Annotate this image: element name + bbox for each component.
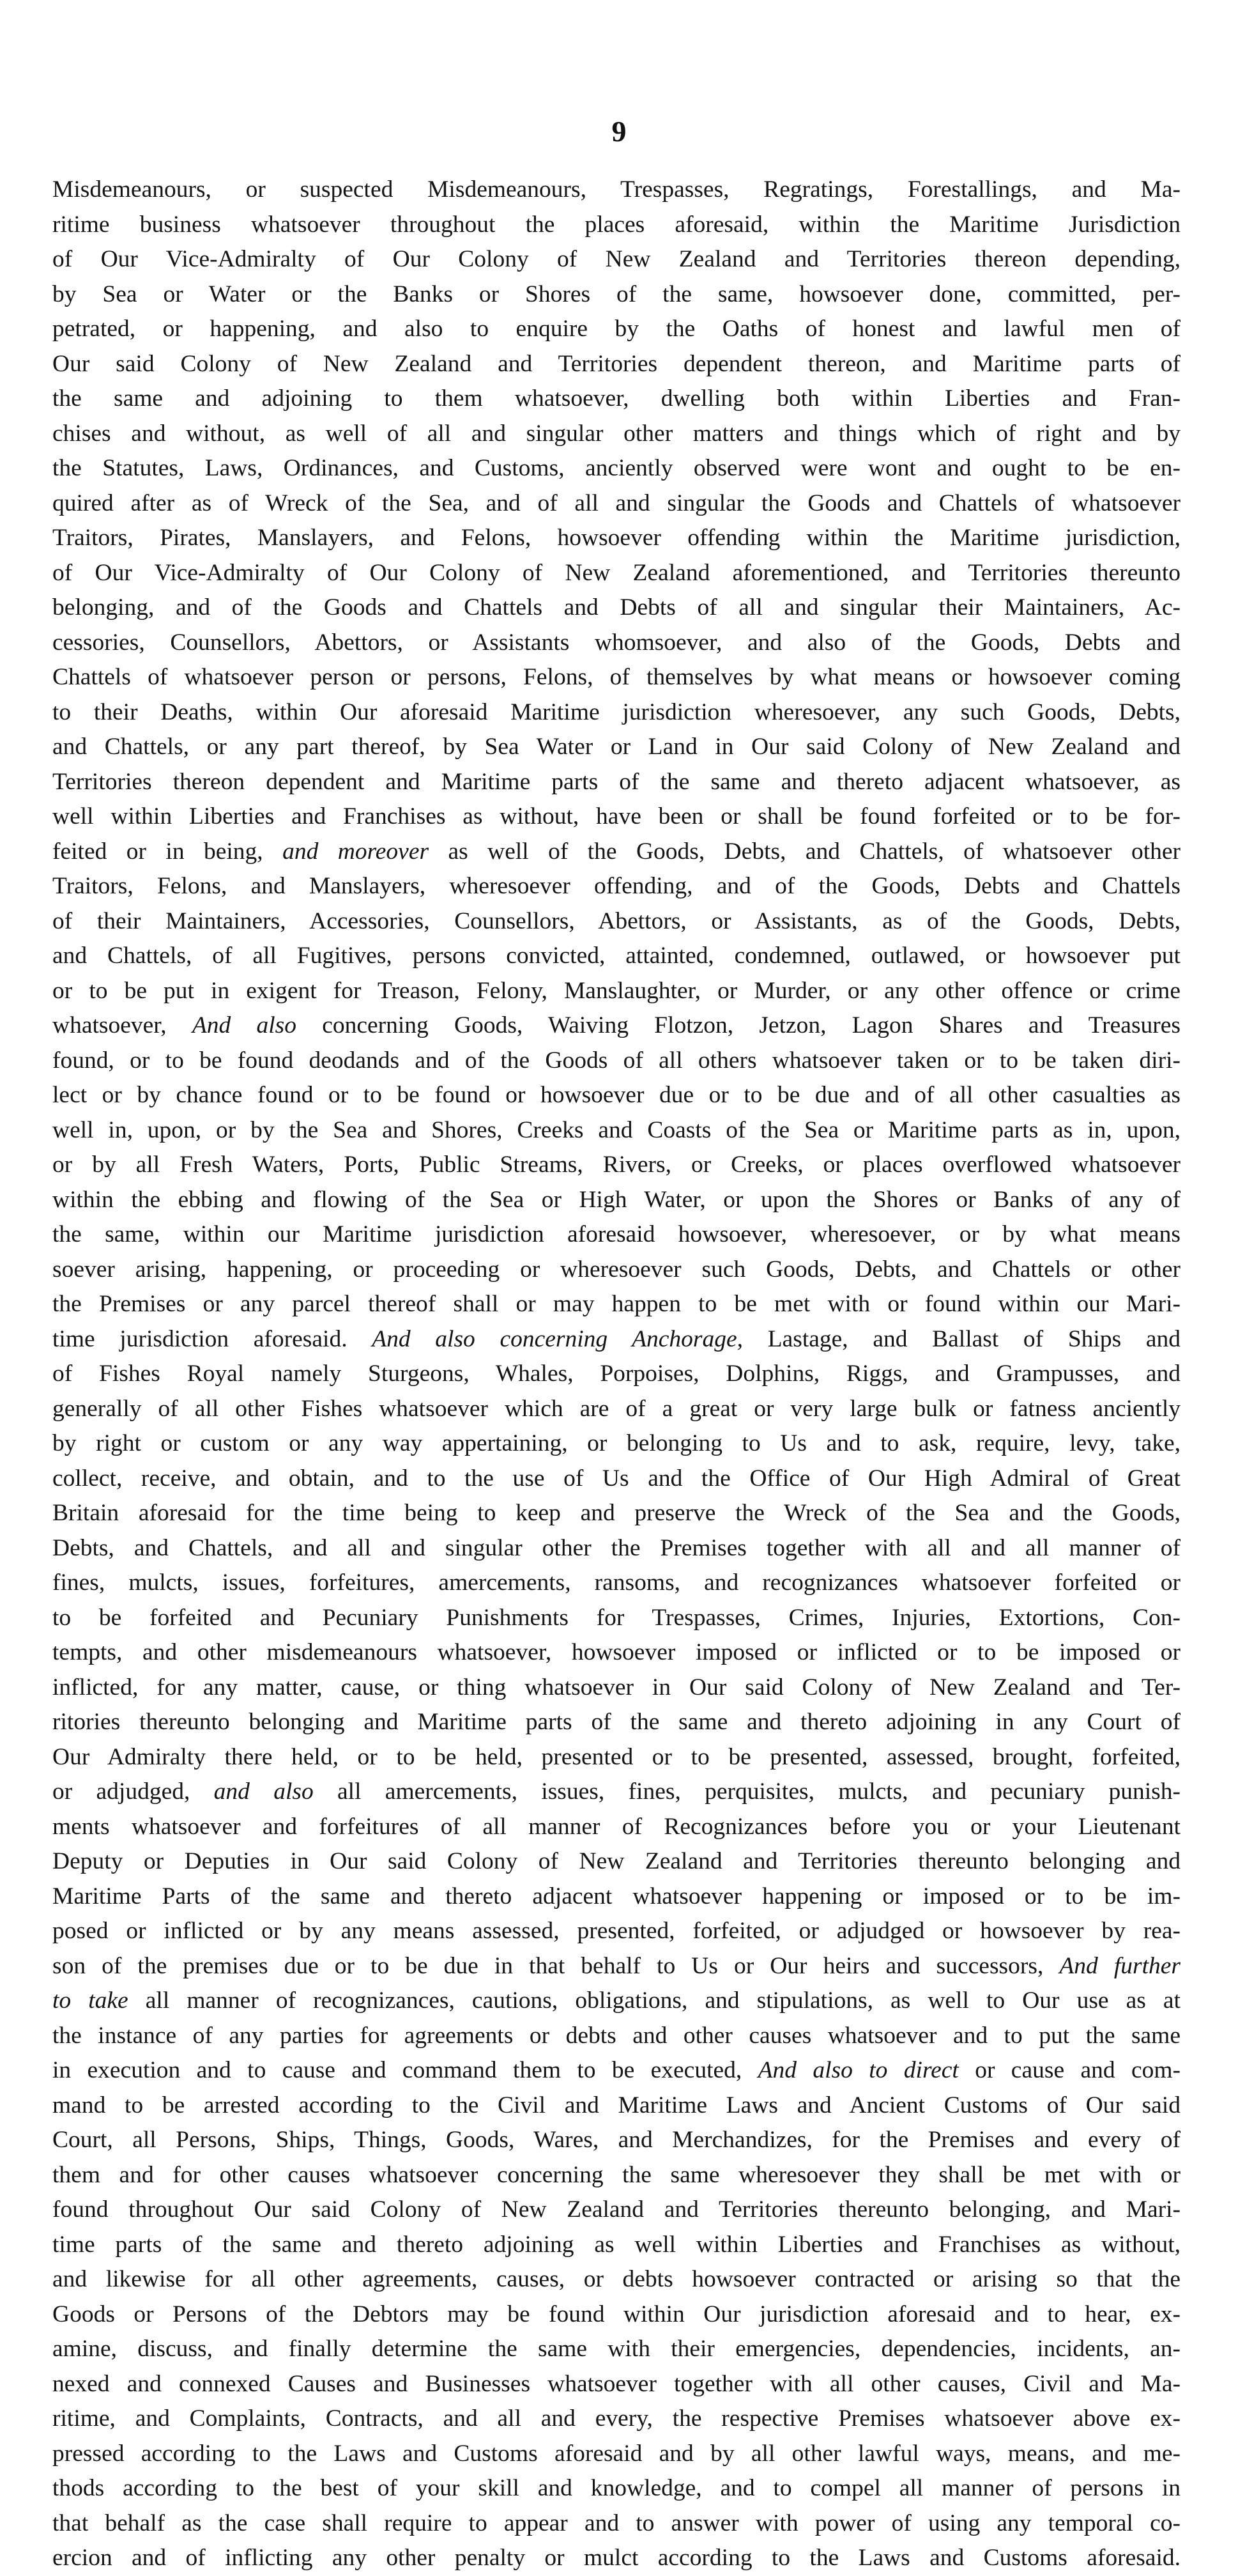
text-line [52,2088,1181,2124]
text-line [52,730,1181,765]
text-line [52,939,1181,974]
text-segment: posed or inflicted or by any means assessed, presented, forfeited, or adjudged or howsoever by rea- [52,1918,1181,1944]
text-segment: Britain aforesaid for the time being to keep and preserve the Wreck of the Sea and the Goods, [52,1500,1181,1526]
text-line [52,2297,1181,2333]
text-segment: all amercements, issues, fines, perquisites, mulcts, and pecuniary punish- [313,1778,1181,1805]
text-segment: generally of all other Fishes whatsoever which are of a great or very large bulk or fatness anciently [52,1395,1181,1422]
text-segment: or to be put in exigent for Treason, Felony, Manslaughter, or Murder, or any other offence or crime [52,977,1181,1004]
text-line [52,1462,1181,1497]
text-segment: lect or by chance found or to be found or howsoever due or to be due and of all other casualties as [52,1082,1181,1108]
text-line [52,521,1181,556]
text-line [52,1078,1181,1113]
text-line [52,242,1181,277]
text-segment: whatsoever, [52,1012,192,1038]
text-line [52,626,1181,661]
text-segment: Lastage, and Ballast of Ships and [743,1325,1181,1352]
text-segment: chises and without, as well of all and singular other matters and things which of right and by [52,420,1181,447]
text-segment: Chattels of whatsoever person or persons, Felons, of themselves by what means or howsoever coming [52,664,1181,690]
text-segment: of their Maintainers, Accessories, Counsellors, Abettors, or Assistants, as of the Goods, Debts, [52,907,1181,934]
text-line [52,1044,1181,1079]
text-line [52,695,1181,730]
text-segment: ritories thereunto belonging and Maritime parts of the same and thereto adjoining in any Court of [52,1709,1181,1735]
text-segment: within the ebbing and flowing of the Sea or High Water, or upon the Shores or Banks of any of [52,1186,1181,1213]
text-line [52,277,1181,312]
page-number: 9 [611,115,627,148]
text-segment: as well of the Goods, Debts, and Chattels, of whatsoever other [429,838,1181,865]
text-segment: of Our Vice-Admiralty of Our Colony of New Zealand aforementioned, and Territories thereunto [52,559,1181,586]
text-segment: petrated, or happening, and also to enquire by the Oaths of honest and lawful men of [52,316,1181,342]
text-line [52,1531,1181,1566]
text-line [52,1740,1181,1775]
text-segment: found, or to be found deodands and of the Goods of all others whatsoever taken or to be taken diri- [52,1047,1181,1074]
text-segment: amine, discuss, and finally determine the same with their emergencies, dependencies, incidents, an- [52,2336,1181,2362]
text-line [52,1008,1181,1044]
text-segment: nexed and connexed Causes and Businesses whatsoever together with all other causes, Civil and Ma- [52,2370,1181,2397]
text-segment: and likewise for all other agreements, causes, or debts howsoever contracted or arising so that the [52,2266,1181,2292]
text-segment: collect, receive, and obtain, and to the use of Us and the Office of Our High Admiral of Great [52,1465,1181,1492]
text-line [52,382,1181,417]
text-segment: time jurisdiction aforesaid. [52,1325,372,1352]
text-line [52,1914,1181,1949]
text-line [52,1426,1181,1462]
text-segment: concerning Goods, Waiving Flotzon, Jetzon, Lagon Shares and Treasures [296,1012,1181,1038]
text-line [52,486,1181,521]
text-segment: thods according to the best of your skill and knowledge, and to compel all manner of persons in [52,2475,1181,2501]
text-line [52,1810,1181,1845]
text-line [52,1635,1181,1670]
text-line [52,2019,1181,2054]
text-segment: the Statutes, Laws, Ordinances, and Customs, anciently observed were wont and ought to be en- [52,455,1181,481]
text-segment: fines, mulcts, issues, forfeitures, amercements, ransoms, and recognizances whatsoever forfeited or [52,1570,1181,1596]
text-segment: ercion and of inflicting any other penalty or mulct according to the Laws and Customs aforesaid. [52,2545,1181,2571]
text-line [52,173,1181,208]
text-line [52,1322,1181,1357]
italic-phrase: And also concerning Anchorage, [372,1325,744,1352]
text-segment: Our Admiralty there held, or to be held, presented or to be presented, assessed, brought, forfeited, [52,1743,1181,1770]
text-line [52,1566,1181,1601]
text-line [52,1775,1181,1810]
text-segment: Traitors, Felons, and Manslayers, wheresoever offending, and of the Goods, Debts and Chattels [52,873,1181,899]
text-line [52,417,1181,452]
text-segment: all manner of recognizances, cautions, obligations, and stipulations, as well to Our use as at [128,1987,1181,2014]
text-segment: by right or custom or any way appertaining, or belonging to Us and to ask, require, levy, take, [52,1430,1181,1456]
text-segment: well in, upon, or by the Sea and Shores, Creeks and Coasts of the Sea or Maritime parts as in, upon, [52,1116,1181,1143]
text-segment: well within Liberties and Franchises as without, have been or shall be found forfeited or to be for- [52,803,1181,829]
italic-phrase: And also [192,1012,296,1038]
text-line [52,660,1181,695]
text-line [52,1217,1181,1253]
text-segment: mand to be arrested according to the Civil and Maritime Laws and Ancient Customs of Our said [52,2092,1181,2118]
text-line [52,2437,1181,2472]
text-segment: tempts, and other misdemeanours whatsoever, howsoever imposed or inflicted or to be imposed or [52,1639,1181,1665]
text-line [52,2053,1181,2088]
text-segment: in execution and to cause and command them to be executed, [52,2057,758,2083]
text-line [52,1253,1181,1288]
text-line [52,1287,1181,1322]
text-line [52,2123,1181,2158]
text-line [52,1844,1181,1879]
text-segment: belonging, and of the Goods and Chattels and Debts of all and singular their Maintainers, Ac- [52,594,1181,621]
text-line [52,451,1181,486]
italic-phrase: And further [1059,1952,1181,1979]
text-line [52,1670,1181,1706]
text-segment: cessories, Counsellors, Abettors, or Assistants whomsoever, and also of the Goods, Debts and [52,629,1181,656]
text-segment: of Our Vice-Admiralty of Our Colony of New Zealand and Territories thereon depending, [52,246,1181,272]
text-segment: found throughout Our said Colony of New Zealand and Territories thereunto belonging, and Mari- [52,2196,1181,2223]
text-line [52,1183,1181,1218]
text-segment: the instance of any parties for agreements or debts and other causes whatsoever and to put the same [52,2022,1181,2049]
text-segment: Deputy or Deputies in Our said Colony of New Zealand and Territories thereunto belonging and [52,1848,1181,1874]
text-segment: Territories thereon dependent and Maritime parts of the same and thereto adjacent whatsoever, as [52,768,1181,795]
text-line [52,2541,1181,2576]
text-segment: Maritime Parts of the same and thereto adjacent whatsoever happening or imposed or to be im- [52,1883,1181,1909]
text-line [52,347,1181,382]
text-line [52,1357,1181,1392]
text-segment: feited or in being, [52,838,283,865]
text-segment: the Premises or any parcel thereof shall or may happen to be met with or found within our Mari- [52,1291,1181,1317]
text-line [52,1984,1181,2019]
text-segment: Goods or Persons of the Debtors may be found within Our jurisdiction aforesaid and to hear, ex- [52,2301,1181,2327]
text-line [52,590,1181,626]
text-line [52,556,1181,591]
text-segment: Debts, and Chattels, and all and singular other the Premises together with all and all manner of [52,1534,1181,1561]
text-line [52,835,1181,870]
text-segment: inflicted, for any matter, cause, or thing whatsoever in Our said Colony of New Zealand and Ter- [52,1674,1181,1701]
text-segment: or cause and com- [958,2057,1181,2083]
text-line [52,765,1181,800]
text-segment: the same and adjoining to them whatsoever, dwelling both within Liberties and Fran- [52,385,1181,412]
text-segment: to their Deaths, within Our aforesaid Maritime jurisdiction wheresoever, any such Goods, Debts, [52,698,1181,725]
text-line [52,799,1181,835]
body-text [52,173,1181,2576]
text-segment: soever arising, happening, or proceeding or wheresoever such Goods, Debts, and Chattels or other [52,1256,1181,1283]
text-line [52,2262,1181,2297]
text-line [52,1705,1181,1740]
text-line [52,1949,1181,1984]
text-segment: or adjudged, [52,1778,214,1805]
text-segment: and Chattels, or any part thereof, by Sea Water or Land in Our said Colony of New Zealand and [52,734,1181,760]
text-line [52,1148,1181,1183]
text-segment: that behalf as the case shall require to appear and to answer with power of using any temporal co- [52,2510,1181,2536]
text-line [52,869,1181,904]
text-segment: by Sea or Water or the Banks or Shores of the same, howsoever done, committed, per- [52,281,1181,307]
text-segment: of Fishes Royal namely Sturgeons, Whales, Porpoises, Dolphins, Riggs, and Grampusses, and [52,1361,1181,1387]
text-line [52,1113,1181,1148]
text-line [52,208,1181,243]
text-line [52,312,1181,347]
text-segment: or by all Fresh Waters, Ports, Public Streams, Rivers, or Creeks, or places overflowed whatsoever [52,1152,1181,1178]
text-segment: and Chattels, of all Fugitives, persons convicted, attainted, condemned, outlawed, or howsoever put [52,943,1181,969]
text-line [52,1601,1181,1636]
text-segment: time parts of the same and thereto adjoining as well within Liberties and Franchises as without, [52,2231,1181,2258]
text-line [52,1879,1181,1915]
text-segment: quired after as of Wreck of the Sea, and of all and singular the Goods and Chattels of whatsoever [52,490,1181,516]
text-segment: them and for other causes whatsoever concerning the same wheresoever they shall be met with or [52,2161,1181,2188]
text-line [52,2158,1181,2193]
text-segment: Court, all Persons, Ships, Things, Goods, Wares, and Merchandizes, for the Premises and every of [52,2127,1181,2153]
text-line [52,2193,1181,2228]
italic-phrase: And also to direct [758,2057,959,2083]
italic-phrase: and also [213,1778,314,1805]
text-line [52,2332,1181,2367]
text-segment: ritime, and Complaints, Contracts, and all and every, the respective Premises whatsoever above ex- [52,2405,1181,2432]
text-segment: son of the premises due or to be due in that behalf to Us or Our heirs and successors, [52,1952,1060,1979]
text-line [52,904,1181,939]
text-line [52,2367,1181,2402]
italic-phrase: and moreover [282,838,429,865]
text-segment: ritime business whatsoever throughout the places aforesaid, within the Maritime Jurisdiction [52,211,1181,238]
text-segment: to be forfeited and Pecuniary Punishments for Trespasses, Crimes, Injuries, Extortions, Con- [52,1604,1181,1631]
text-line [52,1496,1181,1531]
text-line [52,2402,1181,2437]
italic-phrase: to take [52,1987,128,2014]
text-line [52,1392,1181,1427]
text-segment: ments whatsoever and forfeitures of all manner of Recognizances before you or your Lieutenant [52,1813,1181,1840]
text-segment: the same, within our Maritime jurisdiction aforesaid howsoever, wheresoever, or by what means [52,1221,1181,1247]
text-segment: Our said Colony of New Zealand and Territories dependent thereon, and Maritime parts of [52,350,1181,377]
text-line [52,974,1181,1009]
text-line [52,2506,1181,2541]
text-line [52,2228,1181,2263]
text-line [52,2471,1181,2506]
text-segment: Misdemeanours, or suspected Misdemeanours, Trespasses, Regratings, Forestallings, and Ma- [52,176,1181,203]
text-segment: Traitors, Pirates, Manslayers, and Felons, howsoever offending within the Maritime jurisdiction, [52,525,1181,551]
text-segment: pressed according to the Laws and Customs aforesaid and by all other lawful ways, means, and me- [52,2440,1181,2467]
